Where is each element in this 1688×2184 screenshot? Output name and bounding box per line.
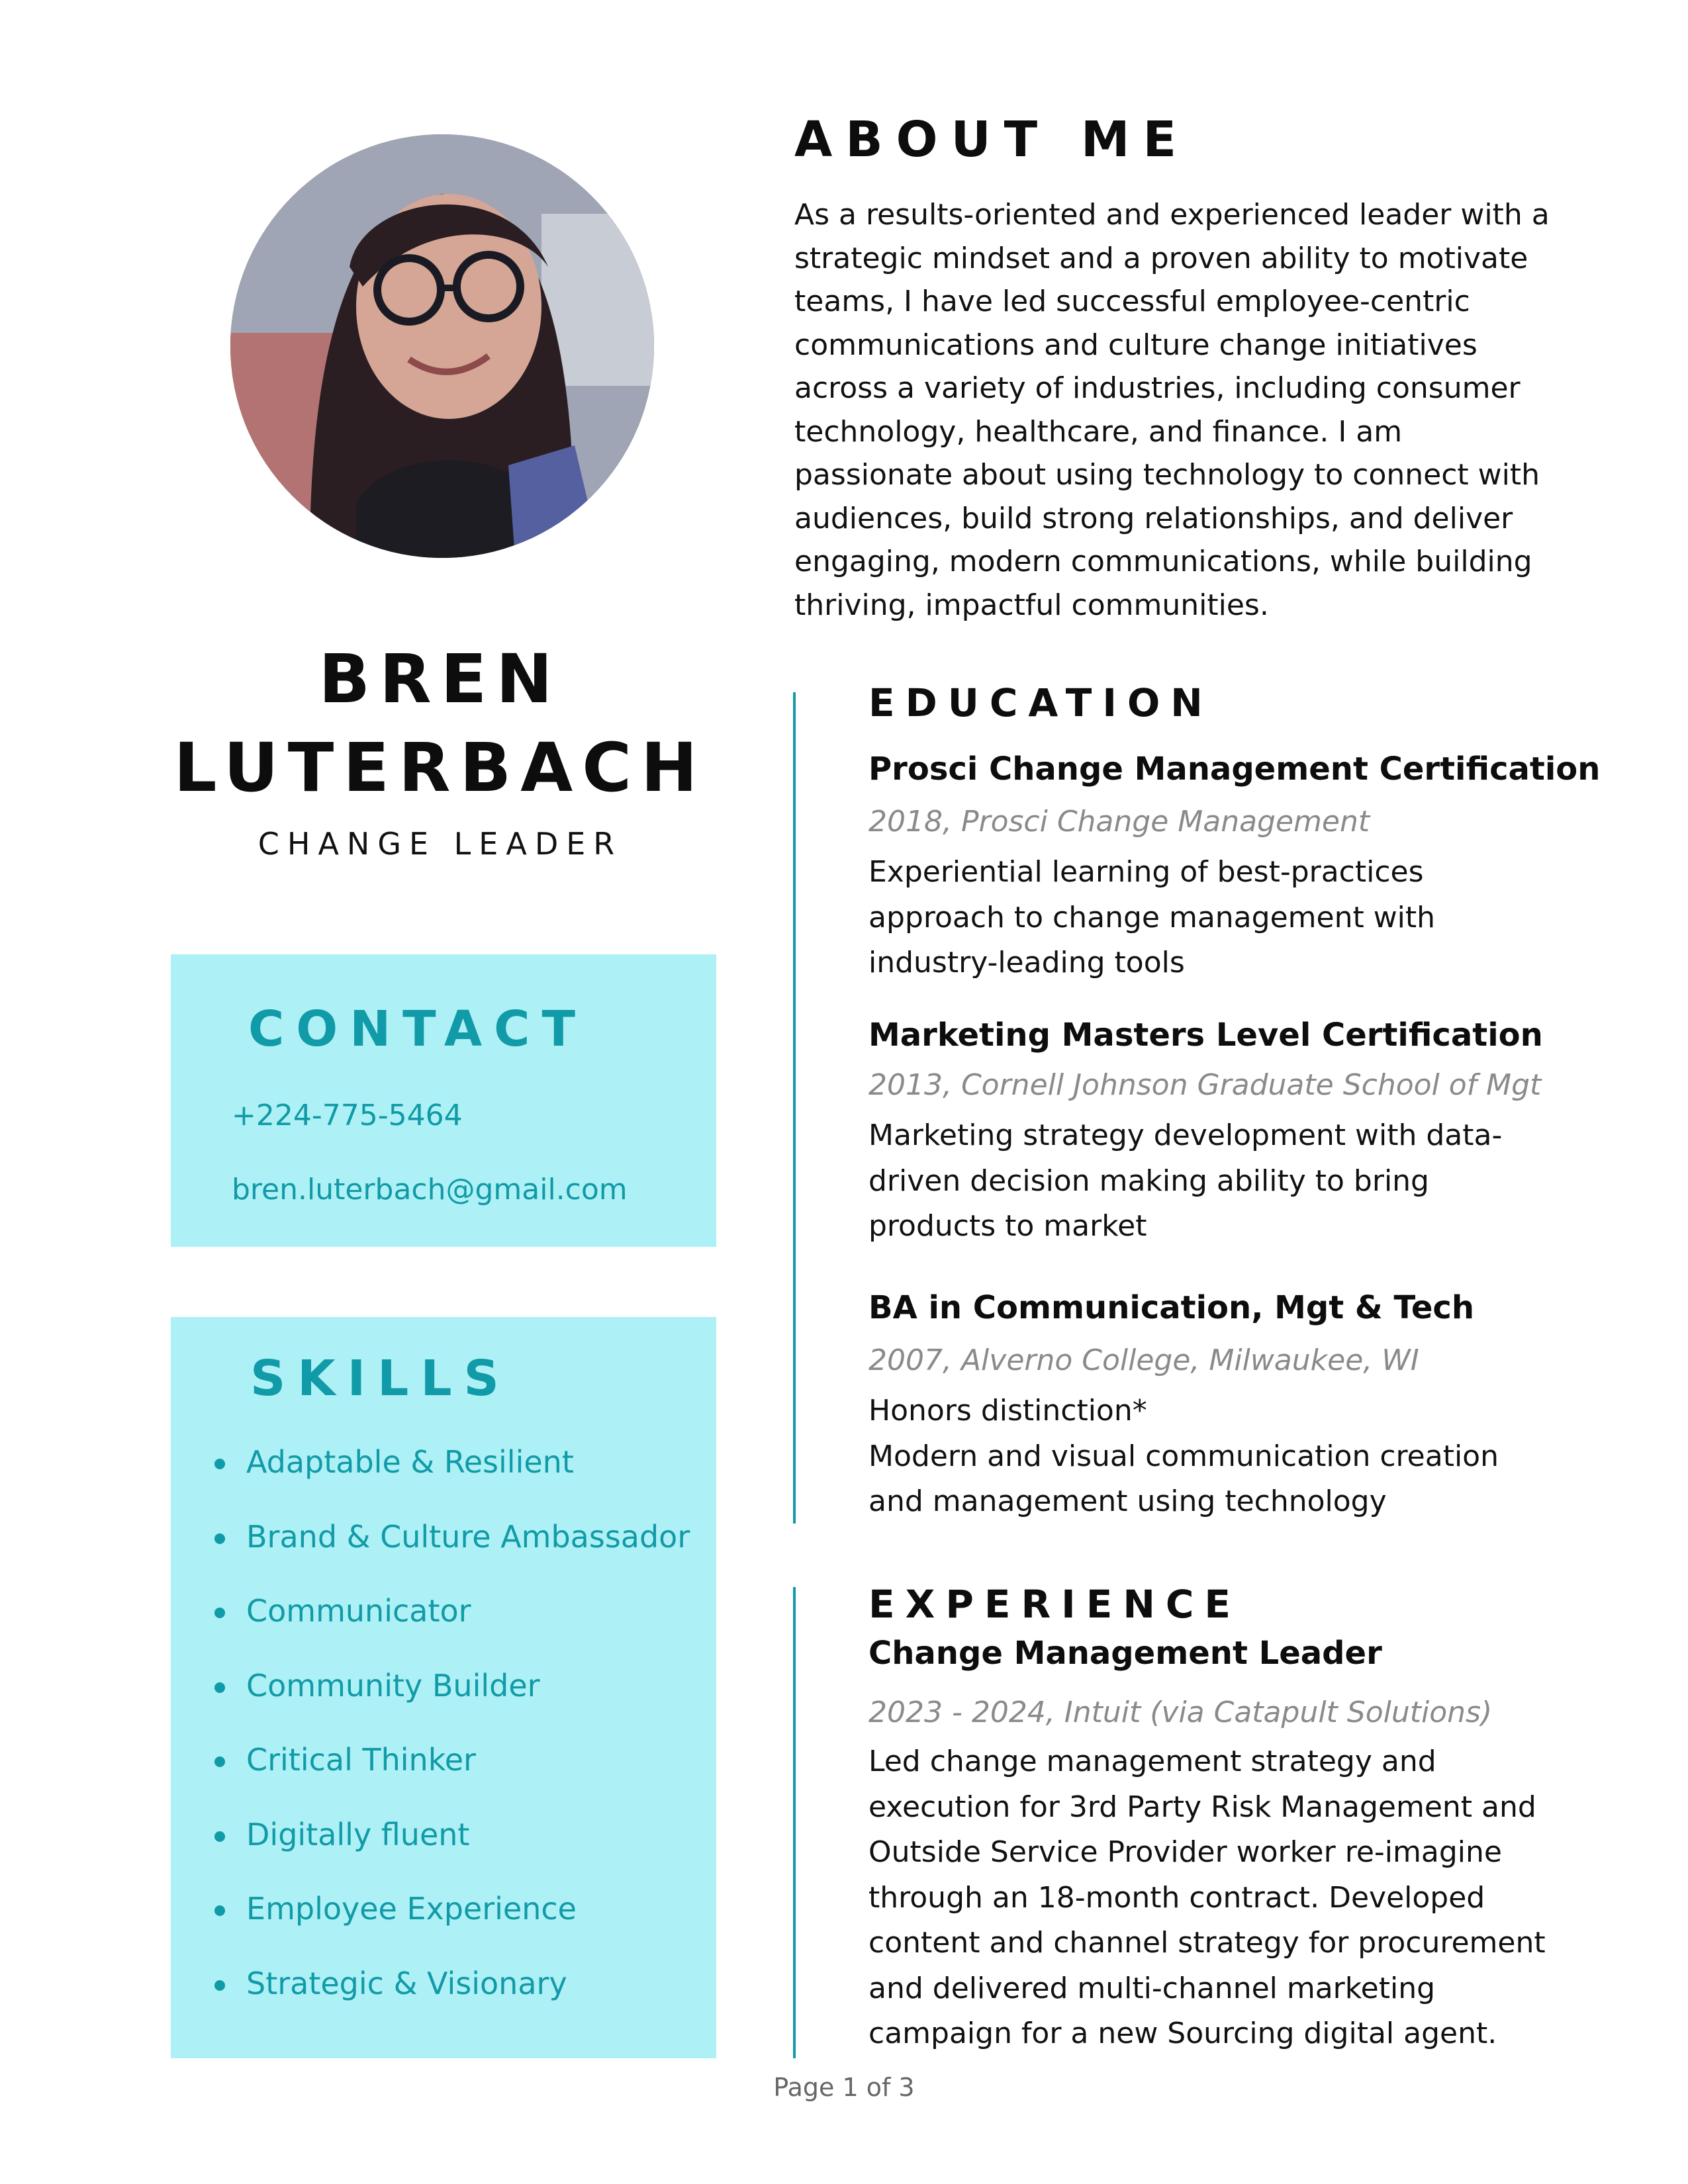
- education-desc-line: and management using technology: [868, 1484, 1387, 1518]
- skill-label: Digitally fluent: [246, 1816, 470, 1852]
- education-meta: 2018, Prosci Change Management: [868, 805, 1370, 839]
- contact-heading: CONTACT: [248, 1001, 587, 1058]
- education-desc-line: Honors distinction*: [868, 1394, 1147, 1428]
- bullet-icon: [214, 1608, 225, 1618]
- experience-desc-line: campaign for a new Sourcing digital agent.: [868, 2017, 1497, 2050]
- skills-heading: SKILLS: [250, 1350, 511, 1407]
- about-line: technology, healthcare, and finance. I am: [794, 414, 1403, 449]
- job-title: CHANGE LEADER: [258, 826, 623, 862]
- education-description: [868, 1388, 1597, 1525]
- bullet-icon: [214, 1905, 225, 1916]
- skill-label: Community Builder: [246, 1667, 540, 1704]
- education-title: BA in Communication, Mgt & Tech: [868, 1289, 1475, 1326]
- education-heading: EDUCATION: [868, 680, 1213, 725]
- about-line: communications and culture change initiatives: [794, 328, 1477, 362]
- education-desc-line: industry-leading tools: [868, 946, 1185, 979]
- skill-label: Brand & Culture Ambassador: [246, 1518, 690, 1555]
- bullet-icon: [214, 1831, 225, 1842]
- education-desc-line: products to market: [868, 1209, 1147, 1243]
- bullet-icon: [214, 1756, 225, 1767]
- about-line: thriving, impactful communities.: [794, 588, 1269, 622]
- about-line: engaging, modern communications, while building: [794, 545, 1532, 578]
- skill-label: Critical Thinker: [246, 1742, 476, 1778]
- skill-item: [211, 1817, 714, 1891]
- skill-label: Adaptable & Resilient: [246, 1444, 574, 1480]
- experience-desc-line: through an 18-month contract. Developed: [868, 1880, 1485, 1915]
- experience-desc-line: Outside Service Provider worker re-imagine: [868, 1835, 1502, 1869]
- skill-item: [211, 1891, 714, 1966]
- email-address[interactable]: bren.luterbach@gmail.com: [232, 1173, 628, 1206]
- experience-title: Change Management Leader: [868, 1635, 1382, 1672]
- skill-item: [211, 1593, 714, 1668]
- experience-divider: [793, 1587, 796, 2058]
- education-desc-line: Marketing strategy development with data-: [868, 1118, 1503, 1152]
- name-last: LUTERBACH: [173, 729, 707, 807]
- candidate-name: [159, 635, 722, 813]
- about-line: audiences, build strong relationships, and deliver: [794, 501, 1513, 535]
- experience-desc-line: execution for 3rd Party Risk Management and: [868, 1790, 1536, 1824]
- bullet-icon: [214, 1980, 225, 1991]
- bullet-icon: [214, 1459, 225, 1469]
- skills-list: [211, 1444, 714, 2040]
- bullet-icon: [214, 1533, 225, 1544]
- education-desc-line: Experiential learning of best-practices: [868, 855, 1424, 889]
- skill-label: Communicator: [246, 1593, 471, 1629]
- education-meta: 2007, Alverno College, Milwaukee, WI: [868, 1343, 1419, 1377]
- experience-desc-line: content and channel strategy for procurement: [868, 1926, 1546, 1960]
- about-line: across a variety of industries, including consumer: [794, 371, 1521, 405]
- education-desc-line: driven decision making ability to bring: [868, 1163, 1429, 1198]
- experience-desc-line: Led change management strategy and: [868, 1745, 1436, 1778]
- portrait-image: [230, 134, 654, 558]
- education-desc-line: Modern and visual communication creation: [868, 1439, 1499, 1473]
- skill-item: [211, 1966, 714, 2040]
- education-title: Prosci Change Management Certification: [868, 751, 1601, 788]
- experience-description: [868, 1739, 1597, 2057]
- about-paragraph: [794, 193, 1595, 627]
- name-first: BREN: [318, 640, 562, 719]
- skill-item: [211, 1668, 714, 1743]
- experience-heading: EXPERIENCE: [868, 1582, 1242, 1627]
- page-number: Page 1 of 3: [773, 2073, 915, 2102]
- education-description: [868, 1113, 1597, 1250]
- about-line: As a results-oriented and experienced leader with a: [794, 198, 1550, 232]
- phone-number[interactable]: +224-775-5464: [232, 1099, 463, 1132]
- education-divider: [793, 692, 796, 1524]
- education-desc-line: approach to change management with: [868, 900, 1436, 934]
- experience-meta: 2023 - 2024, Intuit (via Catapult Solutions): [868, 1696, 1493, 1729]
- education-title: Marketing Masters Level Certification: [868, 1017, 1543, 1054]
- skill-label: Employee Experience: [246, 1891, 577, 1927]
- education-description: [868, 850, 1597, 986]
- about-line: teams, I have led successful employee-centric: [794, 285, 1470, 318]
- about-line: passionate about using technology to connect with: [794, 458, 1540, 492]
- profile-photo: [230, 134, 654, 558]
- about-heading: ABOUT ME: [794, 111, 1190, 168]
- bullet-icon: [214, 1682, 225, 1693]
- skill-label: Strategic & Visionary: [246, 1965, 567, 2001]
- skill-item: [211, 1444, 714, 1519]
- skill-item: [211, 1519, 714, 1594]
- education-meta: 2013, Cornell Johnson Graduate School of Mgt: [868, 1068, 1542, 1102]
- skill-item: [211, 1742, 714, 1817]
- experience-desc-line: and delivered multi-channel marketing: [868, 1971, 1436, 2005]
- about-line: strategic mindset and a proven ability to motivate: [794, 241, 1528, 275]
